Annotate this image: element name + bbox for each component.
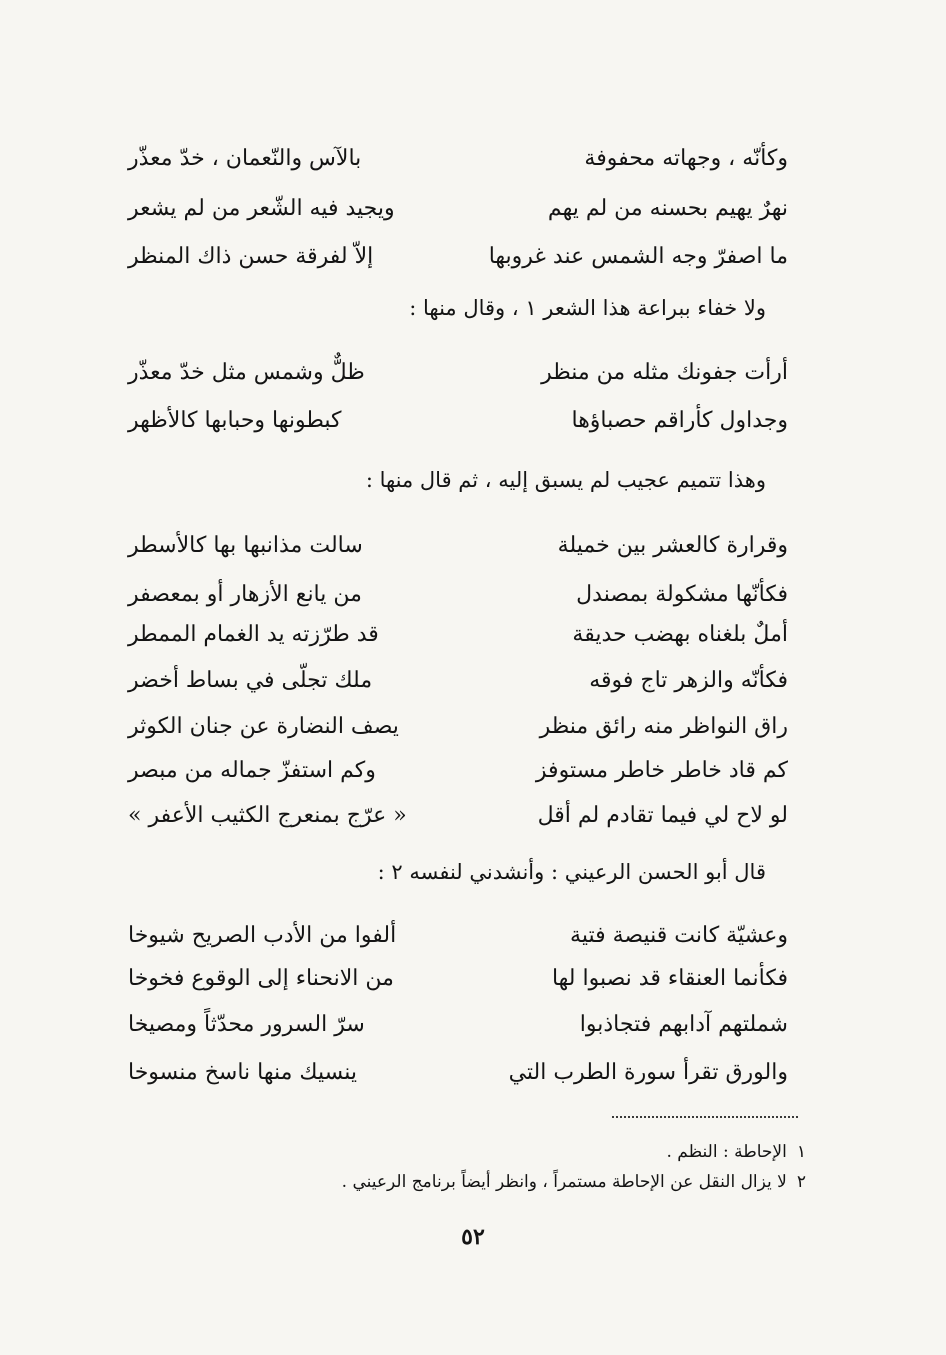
verse-second-hemistich: ملك تجلّى في بساط أخضر bbox=[128, 667, 373, 693]
verse-second-hemistich: كبطونها وحبابها كالأظهر bbox=[128, 407, 342, 433]
verse-second-hemistich: وكم استفزّ جماله من مبصر bbox=[128, 757, 376, 783]
verse-second-hemistich: « عرّج بمنعرج الكثيب الأعفر » bbox=[128, 802, 407, 828]
verse-line bbox=[128, 138, 788, 178]
verse-line bbox=[128, 750, 788, 790]
verse-first-hemistich: راق النواظر منه رائق منظر bbox=[539, 713, 788, 739]
verse-second-hemistich: من يانع الأزهار أو بمعصفر bbox=[128, 581, 362, 607]
verse-line bbox=[128, 188, 788, 228]
verse-line bbox=[128, 958, 788, 998]
verse-line bbox=[128, 614, 788, 654]
verse-second-hemistich: سرّ السرور محدّثاً ومصيخا bbox=[128, 1011, 365, 1037]
verse-second-hemistich: يصف النضارة عن جنان الكوثر bbox=[128, 713, 399, 739]
footnote-text: الإحاطة : النظم . bbox=[666, 1142, 787, 1162]
verse-line bbox=[128, 400, 788, 440]
verse-first-hemistich: فكأنما العنقاء قد نصبوا لها bbox=[551, 965, 788, 991]
footnote-number: ١ bbox=[796, 1142, 806, 1162]
footnote-text: لا يزال النقل عن الإحاطة مستمراً ، وانظر أيضاً برنامج الرعيني . bbox=[341, 1172, 787, 1192]
verse-second-hemistich: إلاّ لفرقة حسن ذاك المنظر bbox=[128, 243, 374, 269]
verse-first-hemistich: وقرارة كالعشر بين خميلة bbox=[557, 532, 788, 558]
verse-line bbox=[128, 1052, 788, 1092]
verse-second-hemistich: ظلٌّ وشمس مثل خدّ معذّر bbox=[128, 359, 365, 385]
verse-line bbox=[128, 706, 788, 746]
verse-second-hemistich: ينسيك منها ناسخ منسوخا bbox=[128, 1059, 357, 1085]
verse-first-hemistich: وكأنّه ، وجهاته محفوفة bbox=[584, 145, 788, 171]
verse-second-hemistich: من الانحناء إلى الوقوع فخوخا bbox=[128, 965, 394, 991]
verse-first-hemistich: نهرٌ يهيم بحسنه من لم يهم bbox=[547, 195, 788, 221]
verse-first-hemistich: شملتهم آدابهم فتجاذبوا bbox=[579, 1011, 788, 1037]
verse-second-hemistich: ويجيد فيه الشّعر من لم يشعر bbox=[128, 195, 395, 221]
verse-line bbox=[128, 1004, 788, 1044]
page-number: ٥٢ bbox=[461, 1224, 485, 1250]
verse-first-hemistich: ما اصفرّ وجه الشمس عند غروبها bbox=[488, 243, 788, 269]
verse-line bbox=[128, 352, 788, 392]
verse-second-hemistich: سالت مذانبها بها كالأسطر bbox=[128, 532, 363, 558]
verse-first-hemistich: والورق تقرأ سورة الطرب التي bbox=[508, 1059, 788, 1085]
footnote-separator bbox=[612, 1116, 798, 1118]
prose-line: ولا خفاء ببراعة هذا الشعر ١ ، وقال منها : bbox=[409, 296, 766, 320]
prose-line: وهذا تتميم عجيب لم يسبق إليه ، ثم قال منها : bbox=[365, 468, 766, 492]
verse-second-hemistich: قد طرّزته يد الغمام الممطر bbox=[128, 621, 379, 647]
verse-second-hemistich: بالآس والنّعمان ، خدّ معذّر bbox=[128, 145, 362, 171]
footnote bbox=[342, 1172, 806, 1192]
verse-line bbox=[128, 236, 788, 276]
footnote-number: ٢ bbox=[796, 1172, 806, 1192]
verse-first-hemistich: وجداول كأراقم حصباؤها bbox=[571, 407, 788, 433]
verse-line bbox=[128, 795, 788, 835]
verse-first-hemistich: فكأنّه والزهر تاج فوقه bbox=[589, 667, 788, 693]
verse-line bbox=[128, 915, 788, 955]
verse-first-hemistich: أملٌ بلغناه بهضب حديقة bbox=[572, 621, 788, 647]
verse-line bbox=[128, 660, 788, 700]
footnote bbox=[666, 1142, 806, 1162]
verse-first-hemistich: كم قاد خاطر خاطر مستوفز bbox=[535, 757, 788, 783]
verse-line bbox=[128, 525, 788, 565]
verse-first-hemistich: فكأنّها مشكولة بمصندل bbox=[576, 581, 788, 607]
verse-first-hemistich: وعشيّة كانت قنيصة فتية bbox=[570, 922, 788, 948]
verse-first-hemistich: لو لاح لي فيما تقادم لم أقل bbox=[537, 802, 788, 828]
verse-second-hemistich: ألفوا من الأدب الصريح شيوخا bbox=[128, 922, 397, 948]
prose-line: قال أبو الحسن الرعيني : وأنشدني لنفسه ٢ : bbox=[377, 860, 766, 884]
verse-first-hemistich: أرأت جفونك مثله من منظر bbox=[541, 359, 788, 385]
verse-line bbox=[128, 574, 788, 614]
